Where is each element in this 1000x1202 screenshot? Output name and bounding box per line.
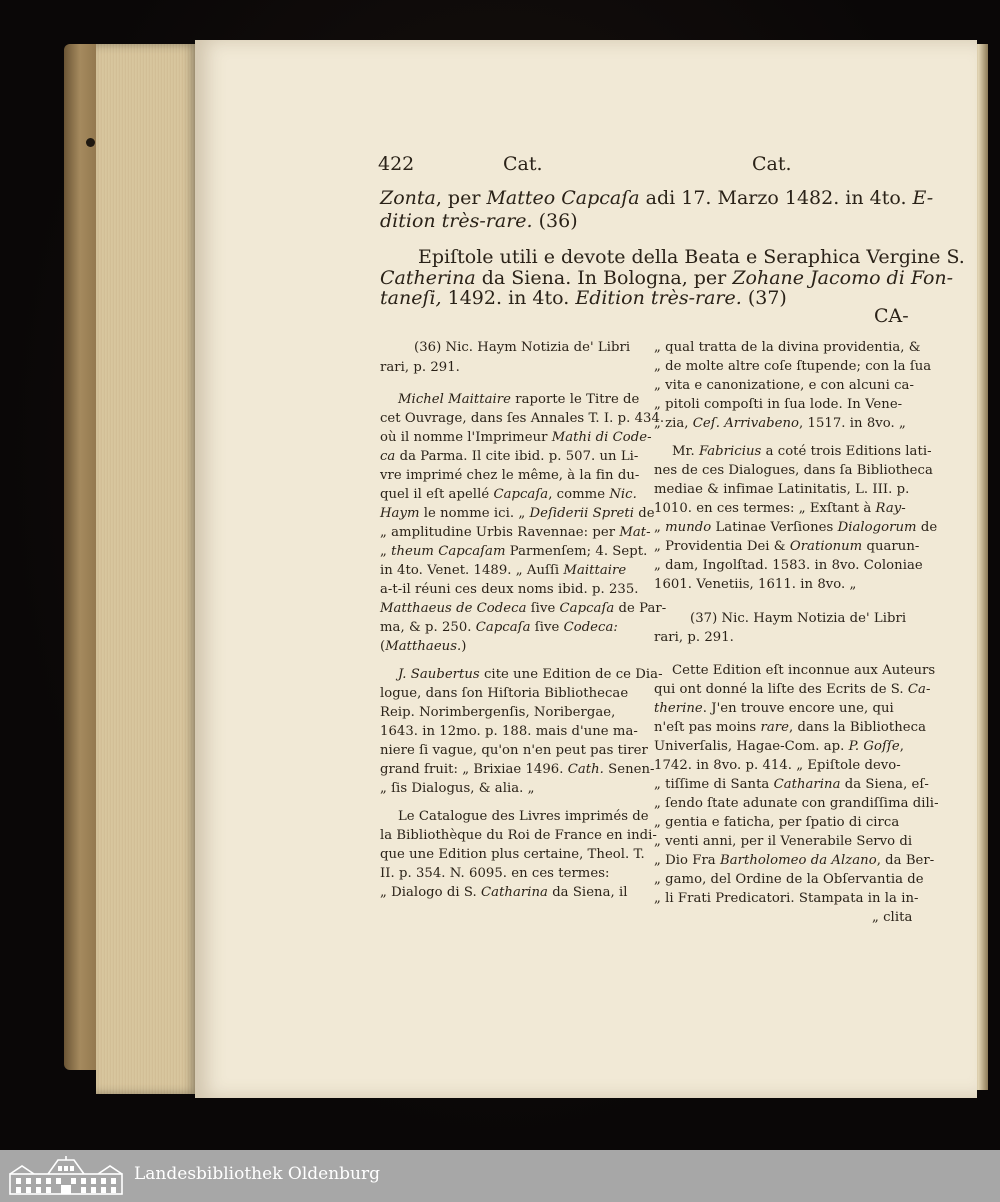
note-line [654,501,906,516]
note-line [398,667,663,682]
roman-text: . J'en trouve encore une, qui [702,701,894,716]
note-line [654,777,929,792]
italic-text: J. Saubertus [398,667,480,682]
roman-text: , per [435,187,487,209]
note-line [654,701,894,716]
note-line [654,891,919,906]
note-line [654,577,856,592]
footnote-line [414,340,630,355]
footnote-line [380,360,460,375]
roman-text: (37) Nic. Haym Notizia de' Libri [690,611,907,626]
roman-text: 1010. en ces termes: „ Exſtant à [654,501,876,516]
italic-text: Matthaeus. [385,639,462,654]
roman-text: ſive [530,620,564,635]
italic-text: Bartholomeo da Alzano [719,853,877,868]
roman-text: da Siena. In Bologna, per [475,267,733,289]
library-building-icon [8,1156,124,1196]
roman-text: , da Ber- [876,853,935,868]
note-line [654,682,930,697]
italic-text: Michel Maittaire [398,392,511,407]
roman-text: „ li Frati Predicatori. Stampata in la in- [654,891,919,906]
roman-text: (37) [741,287,787,309]
roman-text: Mr. [672,444,699,459]
roman-text: „ dam, Ingolſtad. 1583. in 8vo. Coloniae [654,558,923,573]
roman-text: ſive [526,601,560,616]
page-block-edge [96,44,198,1094]
running-head-right: Cat. [752,153,792,175]
note-line [380,563,626,578]
italic-text: E- [912,187,934,209]
roman-text: de [916,520,938,535]
roman-text: de Par- [614,601,667,616]
roman-text: CA- [874,305,909,327]
note-line [398,809,649,824]
note-line [654,359,931,374]
note-line [654,520,937,535]
italic-text: P. Goſſe [848,739,900,754]
roman-text: „ Dio Fra [654,853,720,868]
entry-line [418,246,965,268]
italic-text: Zonta [380,187,436,209]
note-line [380,506,655,521]
note-line [654,539,919,554]
italic-text: Fabricius [698,444,762,459]
roman-text: Univerſalis, Hagae-Com. ap. [654,739,849,754]
roman-text: „ [380,544,392,559]
roman-text: „ amplitudine Urbis Ravennae: per [380,525,620,540]
note-line [380,411,664,426]
note-line [380,544,647,559]
roman-text: Epiſtole utili e devote della Beata e Seraphica Vergine S. [418,246,965,268]
roman-text: qui ont donné la liſte des Ecrits de S. [654,682,908,697]
italic-text: Ca- [907,682,931,697]
note-line [654,463,933,478]
roman-text: „ Providentia Dei & [654,539,790,554]
roman-text: où il nomme l'Imprimeur [380,430,552,445]
roman-text: 1492. in 4to. [441,287,576,309]
entry-line [380,187,933,209]
italic-text: Zohane Jacomo di Fon- [732,267,954,289]
roman-text: quarun- [862,539,920,554]
roman-text: da Siena, eſ- [840,777,929,792]
note-line [654,416,906,431]
roman-text: „ [654,520,666,535]
roman-text: 1601. Venetiis, 1611. in 8vo. „ [654,577,857,592]
catchword [874,305,909,327]
roman-text: a coté trois Editions lati- [761,444,932,459]
note-line [654,815,899,830]
roman-text: n'eſt pas moins [654,720,761,735]
roman-text: „ venti anni, per il Venerabile Servo di [654,834,913,849]
italic-text: taneſi, [380,287,442,309]
roman-text: niere ſi vague, qu'on n'en peut pas tirer [380,743,648,758]
note-line [654,340,921,355]
italic-text: mundo [665,520,712,535]
roman-text: „ gamo, del Ordine de la Obſervantia de [654,872,924,887]
note-line [380,620,618,635]
running-head-left: Cat. [503,153,543,175]
note-line [654,758,901,773]
italic-text: Capcaſa [559,601,615,616]
note-line [380,449,638,464]
roman-text: „ zia, [654,416,693,431]
italic-text: Mathi di Code- [551,430,652,445]
note-line [654,720,926,735]
roman-text: cet Ouvrage, dans ſes Annales T. I. p. 434. [380,411,665,426]
roman-text: (36) [532,210,578,232]
roman-text: , comme [548,487,610,502]
roman-text: 1643. in 12mo. p. 188. mais d'une ma- [380,724,638,739]
note-line [380,582,639,597]
roman-text: la Bibliothèque du Roi de France en indi- [380,828,657,843]
italic-text: Catherina [380,267,476,289]
italic-text: Dialogorum [837,520,917,535]
note-line [380,487,637,502]
footnote-line [654,630,734,645]
library-name: Landesbibliothek Oldenburg [134,1164,381,1184]
roman-text: „ clita [872,910,913,925]
roman-text: 1742. in 8vo. p. 414. „ Epiſtole devo- [654,758,901,773]
roman-text: (36) Nic. Haym Notizia de' Libri [414,340,631,355]
italic-text: ca [380,449,396,464]
roman-text: de [634,506,655,521]
roman-text: rari, p. 291. [654,630,734,645]
italic-text: Orationum [789,539,863,554]
italic-text: Codeca: [563,620,618,635]
italic-text: Maittaire [563,563,627,578]
roman-text: „ qual tratta de la divina providentia, & [654,340,921,355]
italic-text: therine [654,701,703,716]
catchword [872,910,912,925]
italic-text: Capcaſa [475,620,531,635]
roman-text: raporte le Titre de [510,392,640,407]
note-line [380,724,638,739]
note-line [380,686,628,701]
note-line [654,853,934,868]
note-line [380,866,610,881]
footnote-line [690,611,906,626]
note-line [672,444,932,459]
entry-line [380,210,578,232]
italic-text: Edition très-rare. [575,287,742,309]
roman-text: in 4to. Venet. 1489. „ Auſſi [380,563,564,578]
italic-text: Ceſ. Arrivabeno [692,416,800,431]
italic-text: Haym [380,506,420,521]
note-line [380,525,651,540]
roman-text: „ tiſſime di Santa [654,777,774,792]
roman-text: ) [461,639,467,654]
note-line [654,739,904,754]
roman-text: Reip. Norimbergenſis, Noribergae, [380,705,616,720]
roman-text: „ ſis Dialogus, & alia. „ [380,781,535,796]
italic-text: Nic. [609,487,637,502]
roman-text: „ de molte altre coſe ſtupende; con la ſua [654,359,932,374]
roman-text: „ Dialogo di S. [380,885,482,900]
footer-bar [0,1150,1000,1202]
note-line [380,743,648,758]
roman-text: , dans la Bibliotheca [788,720,927,735]
italic-text: dition très-rare. [380,210,533,232]
note-line [380,847,645,862]
note-line [654,834,912,849]
entry-line [380,267,953,289]
roman-text: rari, p. 291. [380,360,460,375]
note-line [672,663,935,678]
note-line [398,392,639,407]
roman-text: „ ſendo ſtate adunate con grandiſſima dili- [654,796,939,811]
roman-text: da Parma. Il cite ibid. p. 507. un Li- [395,449,639,464]
roman-text: mediae & infimae Latinitatis, L. III. p. [654,482,910,497]
note-line [380,828,657,843]
note-line [380,781,535,796]
note-line [380,762,655,777]
roman-text: Latinae Verſiones [711,520,838,535]
note-line [654,378,914,393]
roman-text: „ vita e canonizatione, e con alcuni ca- [654,378,914,393]
italic-text: rare [760,720,789,735]
italic-text: Catharina [773,777,841,792]
note-line [654,872,924,887]
roman-text: ( [380,639,386,654]
roman-text: , [899,739,904,754]
roman-text: Senen- [603,762,655,777]
roman-text: que une Edition plus certaine, Theol. T. [380,847,645,862]
roman-text: „ gentia e faticha, per ſpatio di circa [654,815,900,830]
note-line [380,468,639,483]
roman-text: grand fruit: „ Brixiae 1496. [380,762,568,777]
roman-text: „ pitoli compoſti in ſua lode. In Vene- [654,397,903,412]
roman-text: logue, dans ſon Hiſtoria Bibliothecae [380,686,629,701]
roman-text: Le Catalogue des Livres imprimés de [398,809,649,824]
roman-text: cite une Edition de ce Dia- [479,667,663,682]
roman-text: da Siena, il [547,885,628,900]
roman-text: adi 17. Marzo 1482. in 4to. [639,187,913,209]
italic-text: Mat- [619,525,651,540]
roman-text: Cette Edition eſt inconnue aux Auteurs [672,663,936,678]
note-line [654,397,902,412]
note-line [654,796,939,811]
entry-line [380,287,787,309]
note-line [380,430,652,445]
note-line [380,639,466,654]
italic-text: Matthaeus de Codeca [380,601,527,616]
italic-text: theum Capcaſam [391,544,506,559]
roman-text: le nomme ici. „ [419,506,530,521]
italic-text: Capcaſa [493,487,549,502]
note-line [654,482,909,497]
roman-text: a-t-il réuni ces deux noms ibid. p. 235. [380,582,639,597]
roman-text: Parmenſem; 4. Sept. [505,544,648,559]
italic-text: Deſiderii Spreti [529,506,635,521]
roman-text: , 1517. in 8vo. „ [799,416,906,431]
roman-text: quel il eſt apellé [380,487,494,502]
roman-text: II. p. 354. N. 6095. en ces termes: [380,866,610,881]
italic-text: Ray- [875,501,906,516]
page-number: 422 [378,153,415,175]
italic-text: Cath. [567,762,604,777]
note-line [654,558,923,573]
italic-text: Catharina [481,885,548,900]
note-line [380,705,615,720]
roman-text: nes de ces Dialogues, dans ſa Bibliotheca [654,463,933,478]
italic-text: Matteo Capcaſa [486,187,640,209]
note-line [380,601,666,616]
note-line [380,885,628,900]
roman-text: vre imprimé chez le même, à la fin du- [380,468,640,483]
roman-text: ma, & p. 250. [380,620,476,635]
cover-rivet [86,138,95,147]
